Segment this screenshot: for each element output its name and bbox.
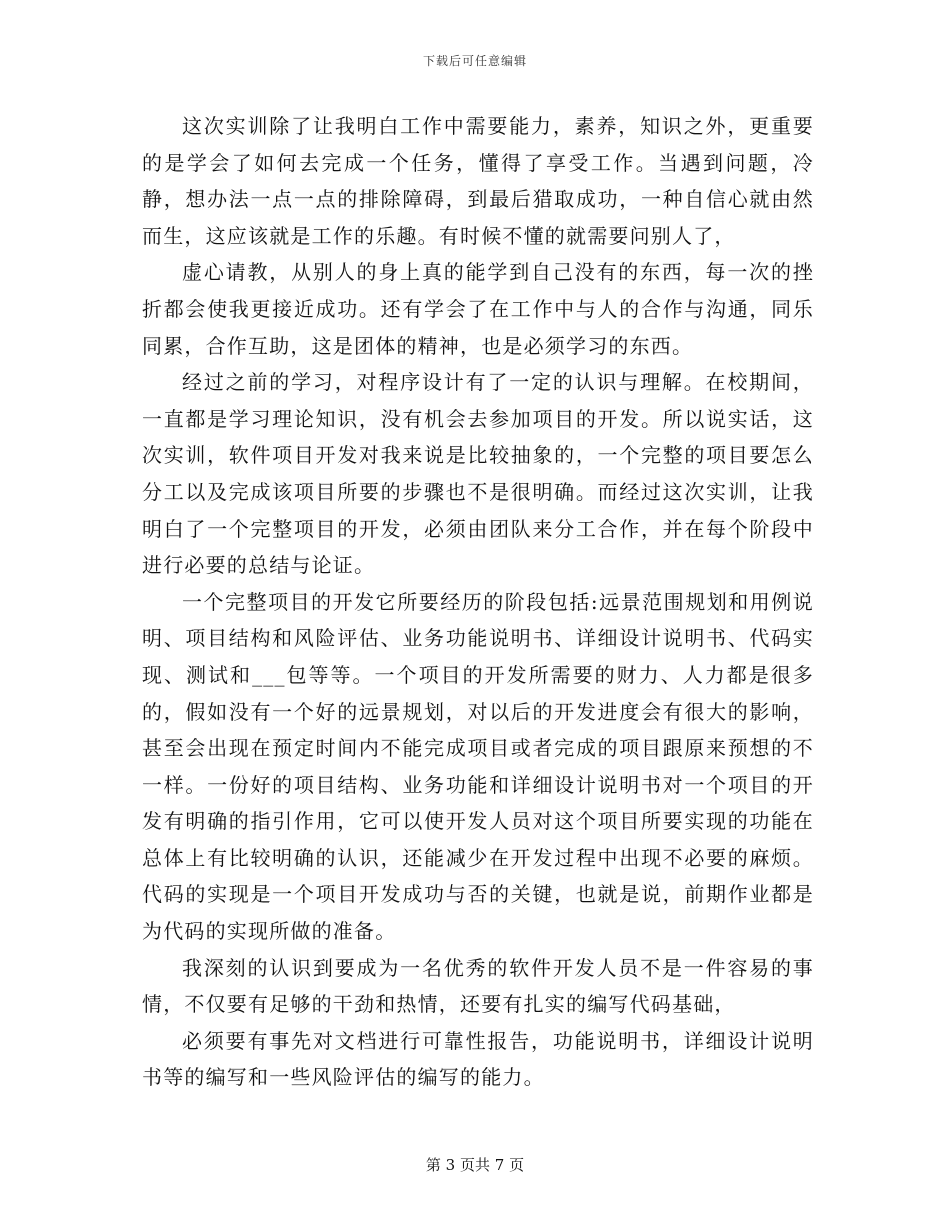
paragraph: 虚心请教，从别人的身上真的能学到自己没有的东西，每一次的挫折都会使我更接近成功。还有学会了在工作中与人的合作与沟通，同乐同累，合作互助，这是团体的精神，也是必须学习的东西。 xyxy=(142,260,814,358)
page-header: 下载后可任意编辑 xyxy=(422,54,527,68)
paragraph: 必须要有事先对文档进行可靠性报告，功能说明书，详细设计说明书等的编写和一些风险评估的编写的能力。 xyxy=(142,1028,814,1090)
document-body xyxy=(142,108,814,1096)
page-number-footer: 第 3 页共 7 页 xyxy=(425,1156,525,1174)
paragraph: 我深刻的认识到要成为一名优秀的软件开发人员不是一件容易的事情，不仅要有足够的干劲和热情，还要有扎实的编写代码基础， xyxy=(142,955,814,1017)
paragraph: 一个完整项目的开发它所要经历的阶段包括:远景范围规划和用例说明、项目结构和风险评估、业务功能说明书、详细设计说明书、代码实现、测试和___包等等。一个项目的开发所需要的财力、人力都是很多的，假如没有一个好的远景规划，对以后的开发进度会有很大的影响，甚至会出现在预定时间内不能完成项目或者完成的项目跟原来预想的不一样。一份好的项目结构、业务功能和详细设计说明书对一个项目的开发有明确的指引作用，它可以使开发人员对这个项目所要实现的功能在总体上有比较明确的认识，还能减少在开发过程中出现不必要的麻烦。代码的实现是一个项目开发成功与否的关键，也就是说，前期作业都是为代码的实现所做的准备。 xyxy=(142,589,814,944)
paragraph: 这次实训除了让我明白工作中需要能力，素养，知识之外，更重要的是学会了如何去完成一个任务，懂得了享受工作。当遇到问题，冷静，想办法一点一点的排除障碍，到最后猎取成功，一种自信心就由然而生，这应该就是工作的乐趣。有时候不懂的就需要问别人了， xyxy=(142,114,814,248)
paragraph: 经过之前的学习，对程序设计有了一定的认识与理解。在校期间，一直都是学习理论知识，没有机会去参加项目的开发。所以说实话，这次实训，软件项目开发对我来说是比较抽象的，一个完整的项目要怎么分工以及完成该项目所要的步骤也不是很明确。而经过这次实训，让我明白了一个完整项目的开发，必须由团队来分工合作，并在每个阶段中进行必要的总结与论证。 xyxy=(142,370,814,578)
